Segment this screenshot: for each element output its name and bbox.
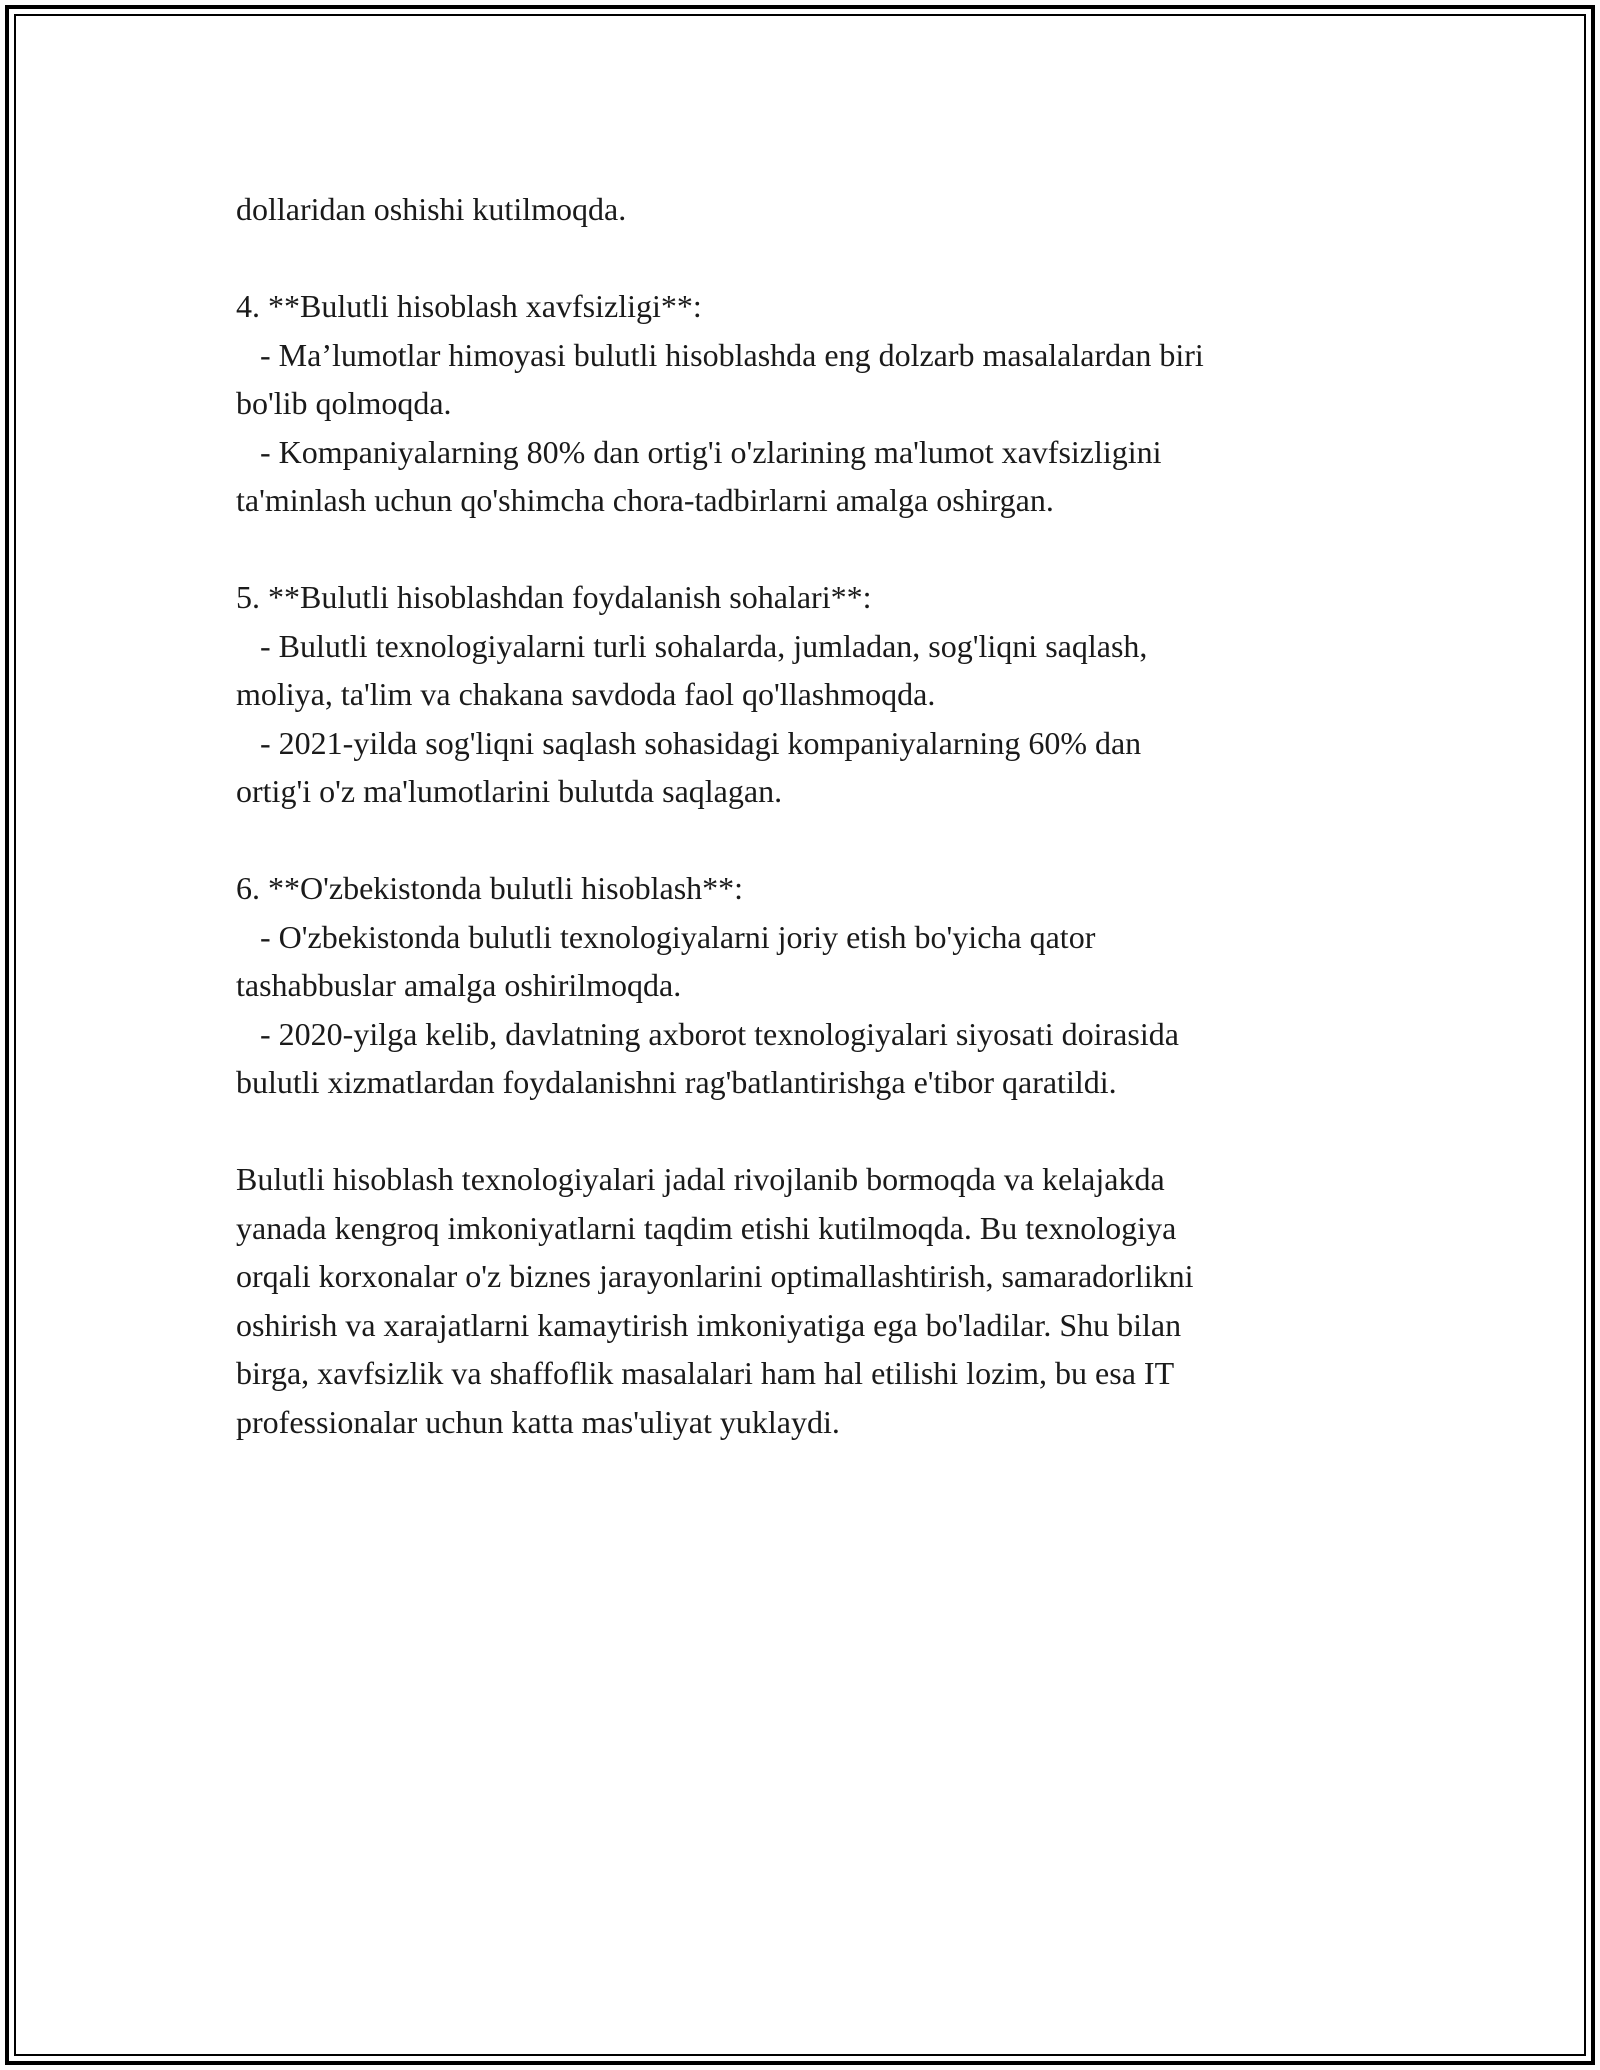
conclusion-line: yanada kengroq imkoniyatlarni taqdim etishi kutilmoqda. Bu texnologiya [236,1209,1177,1246]
blank-line [236,234,1366,283]
document-body [236,185,1366,1446]
section-heading: 5. **Bulutli hisoblashdan foydalanish sohalari**: [236,579,872,615]
text-line: bo'lib qolmoqda. [236,385,452,421]
text-line: dollaridan oshishi kutilmoqda. [236,191,627,227]
text-line: ta'minlash uchun qo'shimcha chora-tadbirlarni amalga oshirgan. [236,482,1054,518]
bullet-line: - 2021-yilda sog'liqni saqlash sohasidagi kompaniyalarning 60% dan [236,724,1142,761]
bullet-line: - Ma’lumotlar himoyasi bulutli hisoblashda eng dolzarb masalalardan biri [236,336,1204,373]
conclusion-line: Bulutli hisoblash texnologiyalari jadal rivojlanib bormoqda va kelajakda [236,1161,1165,1197]
bullet-line: - 2020-yilga kelib, davlatning axborot texnologiyalari siyosati doirasida [236,1015,1179,1052]
conclusion-line: birga, xavfsizlik va shaffoflik masalalari ham hal etilishi lozim, bu esa IT [236,1355,1175,1391]
text-line: tashabbuslar amalga oshirilmoqda. [236,967,682,1003]
conclusion-line: oshirish va xarajatlarni kamaytirish imkoniyatiga ega bo'ladilar. Shu bilan [236,1306,1182,1343]
bullet-line: - Bulutli texnologiyalarni turli sohalarda, jumladan, sog'liqni saqlash, [236,627,1148,664]
conclusion-line: professionalar uchun katta mas'uliyat yuklaydi. [236,1403,840,1440]
blank-line [236,1107,1366,1156]
text-line: bulutli xizmatlardan foydalanishni rag'batlantirishga e'tibor qaratildi. [236,1064,1117,1100]
blank-line [236,525,1366,574]
blank-line [236,816,1366,865]
text-line: ortig'i o'z ma'lumotlarini bulutda saqlagan. [236,773,783,809]
section-heading: 4. **Bulutli hisoblash xavfsizligi**: [236,288,702,324]
section-heading: 6. **O'zbekistonda bulutli hisoblash**: [236,870,744,906]
bullet-line: - Kompaniyalarning 80% dan ortig'i o'zlarining ma'lumot xavfsizligini [236,433,1162,470]
bullet-line: - O'zbekistonda bulutli texnologiyalarni joriy etish bo'yicha qator [236,918,1096,955]
conclusion-line: orqali korxonalar o'z biznes jarayonlarini optimallashtirish, samaradorlikni [236,1258,1194,1294]
text-line: moliya, ta'lim va chakana savdoda faol qo'llashmoqda. [236,676,936,712]
